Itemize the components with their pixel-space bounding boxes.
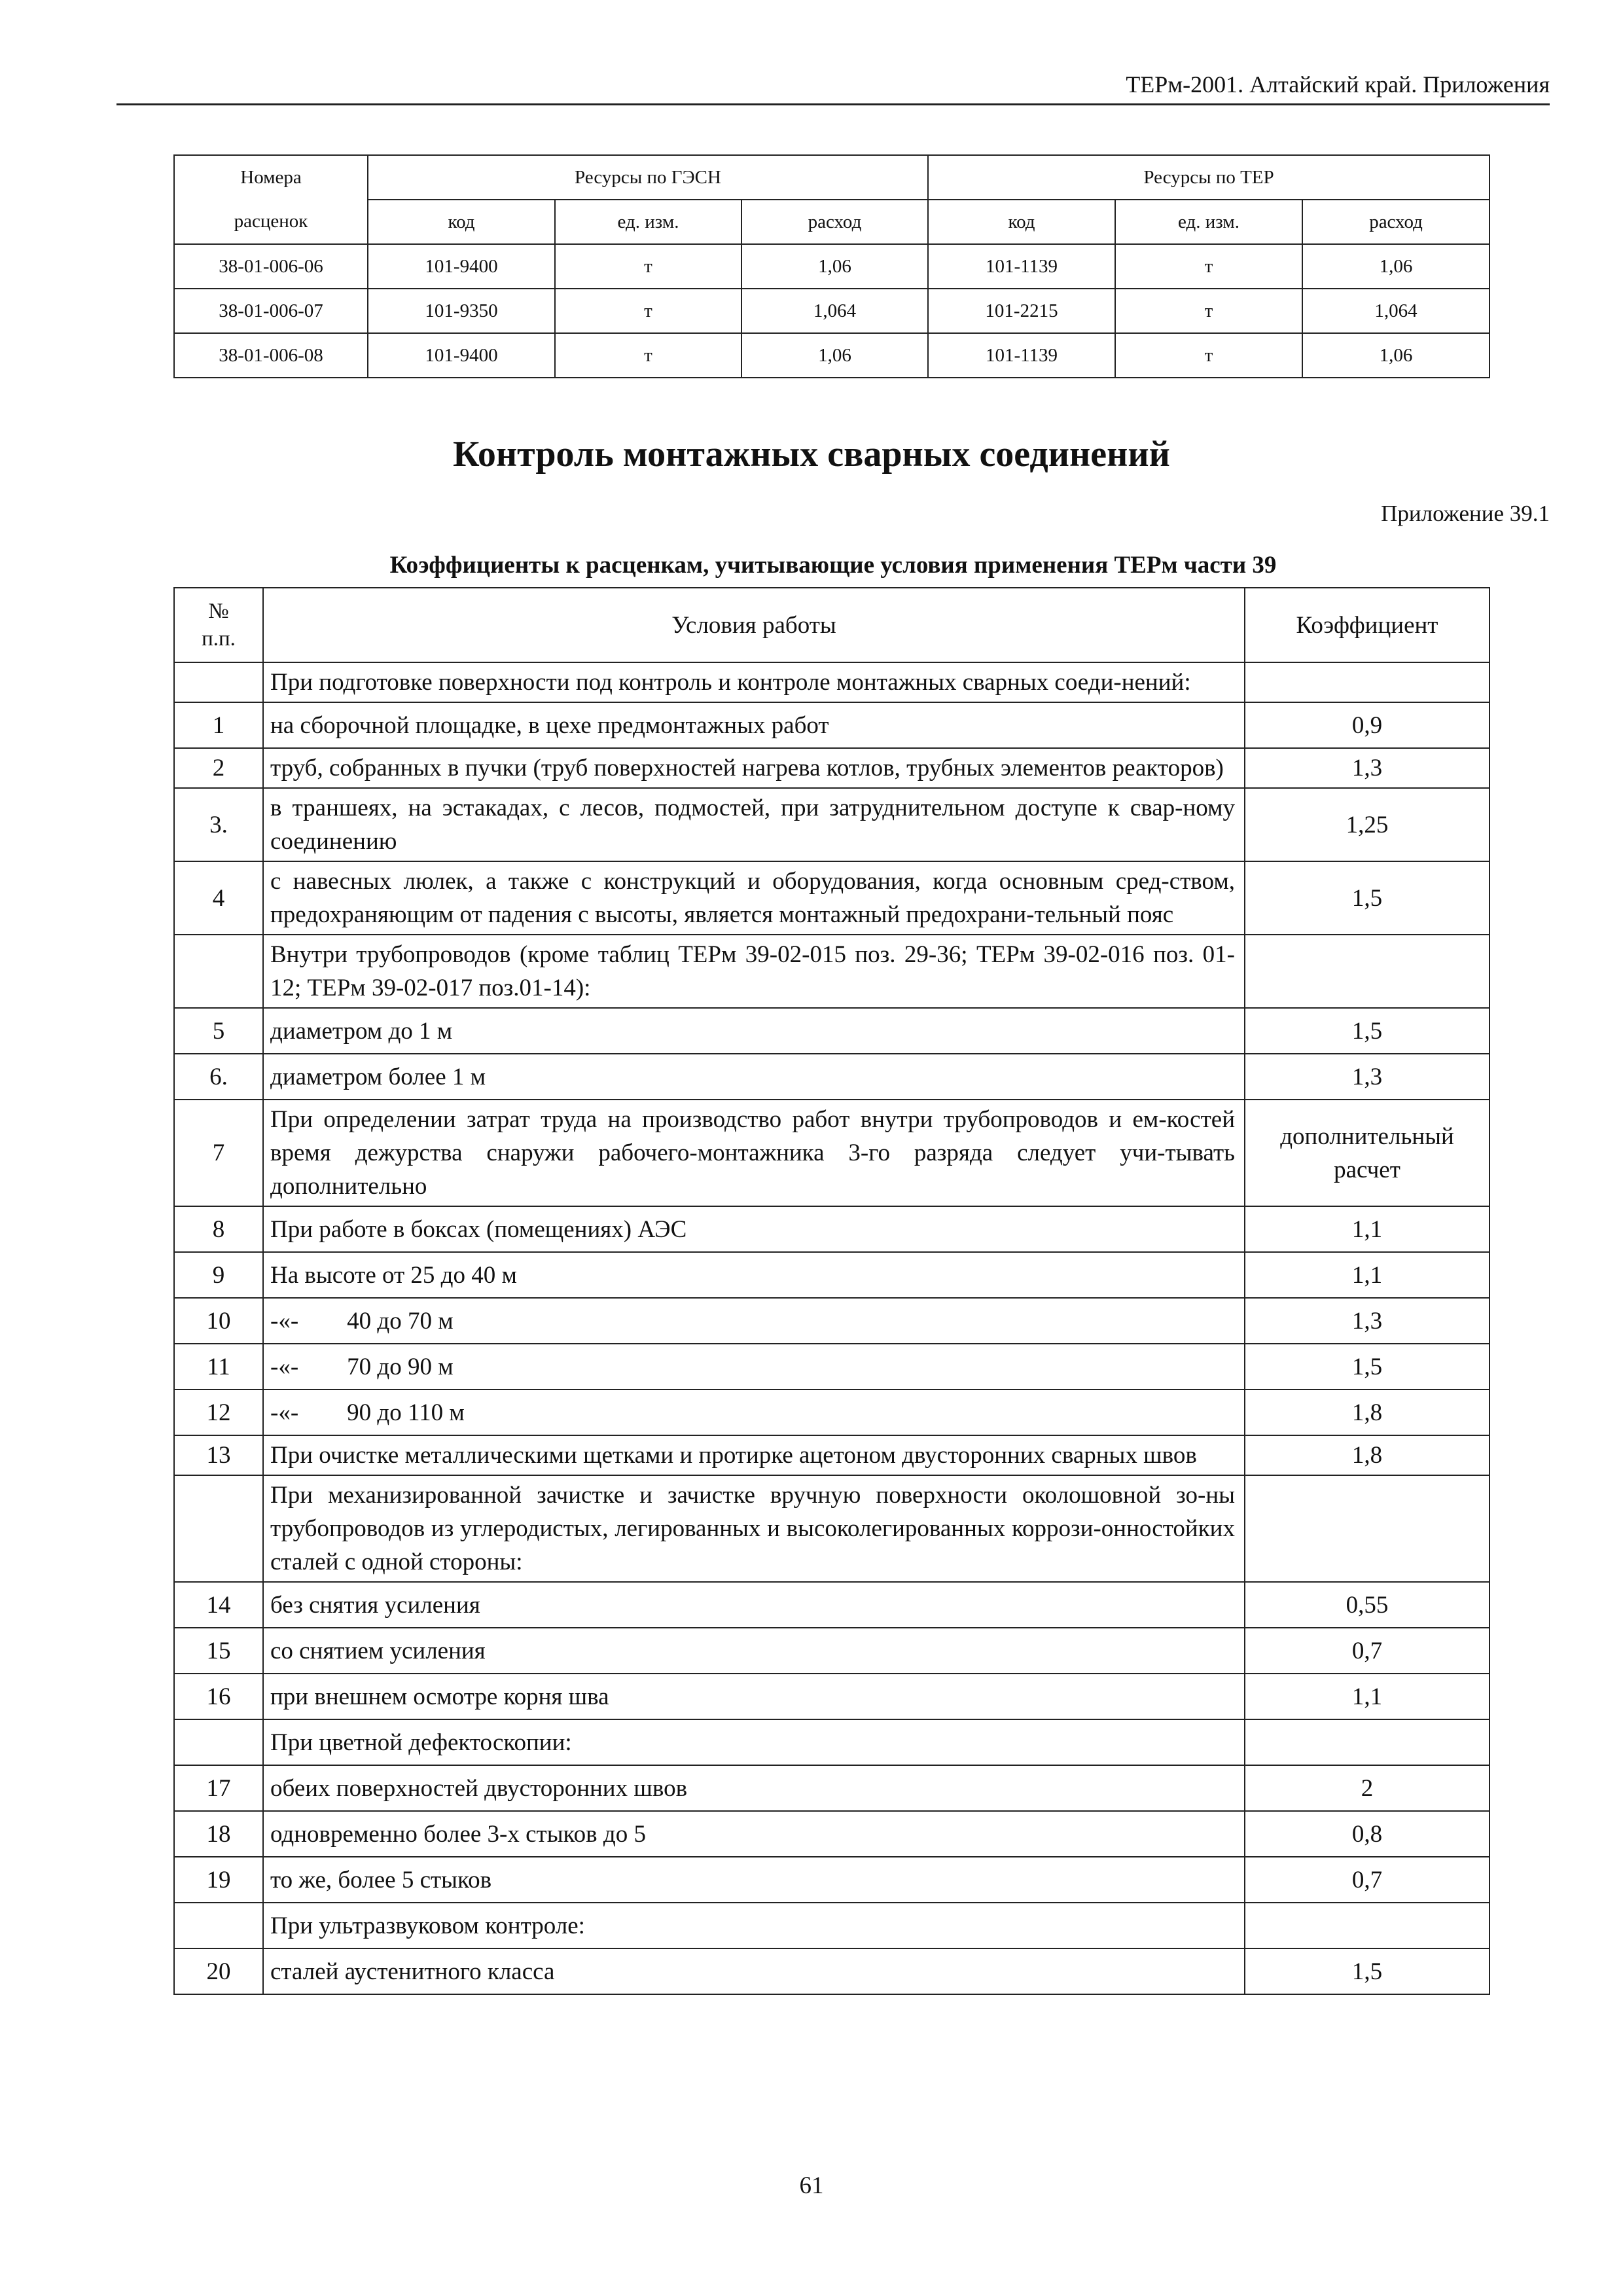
- coefficients-table-row: [174, 1857, 1489, 1903]
- coefficients-table-row: [174, 1765, 1489, 1811]
- row-number: [174, 1719, 263, 1765]
- row-condition: то же, более 5 стыков: [263, 1857, 1245, 1903]
- header-ter: Ресурсы по ТЕР: [928, 155, 1489, 200]
- coefficients-table-row: [174, 1582, 1489, 1628]
- row-condition: При определении затрат труда на производство работ внутри трубопроводов и ем-костей время дежурства снаружи рабочего-монтажника 3-го разряда следует учи-тывать дополнительно: [263, 1100, 1245, 1206]
- header-num-abbr: п.п.: [202, 627, 236, 651]
- coefficients-table-row: [174, 1344, 1489, 1390]
- row-condition: одновременно более 3-х стыков до 5: [263, 1811, 1245, 1857]
- coefficients-table-row: [174, 1435, 1489, 1475]
- row-number: [174, 1903, 263, 1948]
- row-coefficient: 1,1: [1245, 1206, 1489, 1252]
- coefficients-table-row: [174, 935, 1489, 1008]
- coefficients-header-row: [174, 588, 1489, 662]
- row-number: 4: [174, 861, 263, 935]
- coefficients-table-row: [174, 1903, 1489, 1948]
- row-coefficient: 0,7: [1245, 1857, 1489, 1903]
- coefficients-table-row: [174, 1390, 1489, 1435]
- row-coefficient: 2: [1245, 1765, 1489, 1811]
- coefficients-table-row: [174, 1475, 1489, 1582]
- coefficients-table-row: [174, 788, 1489, 861]
- row-number: 14: [174, 1582, 263, 1628]
- row-condition: -«- 40 до 70 м: [263, 1298, 1245, 1344]
- row-condition: обеих поверхностей двусторонних швов: [263, 1765, 1245, 1811]
- coefficients-table-row: [174, 1948, 1489, 1994]
- resources-cell-ter-unit: т: [1115, 333, 1302, 378]
- row-coefficient: 1,1: [1245, 1252, 1489, 1298]
- row-condition: При цветной дефектоскопии:: [263, 1719, 1245, 1765]
- row-coefficient: 1,5: [1245, 861, 1489, 935]
- row-number: 20: [174, 1948, 263, 1994]
- row-coefficient: 0,9: [1245, 702, 1489, 748]
- resources-header-row-2: [174, 200, 1489, 244]
- appendix-label: Приложение 39.1: [1381, 501, 1550, 526]
- row-coefficient: 1,25: [1245, 788, 1489, 861]
- row-coefficient: 1,8: [1245, 1435, 1489, 1475]
- header-gesn: Ресурсы по ГЭСН: [368, 155, 928, 200]
- resources-table-body: [174, 155, 1489, 378]
- section-title: Контроль монтажных сварных соединений: [453, 434, 1170, 475]
- row-number: 3.: [174, 788, 263, 861]
- resources-table: [173, 154, 1490, 378]
- resources-cell-gesn-code: 101-9400: [368, 333, 555, 378]
- row-condition: При работе в боксах (помещениях) АЭС: [263, 1206, 1245, 1252]
- row-condition: -«- 90 до 110 м: [263, 1390, 1245, 1435]
- coefficients-table-row: [174, 1811, 1489, 1857]
- row-condition: При подготовке поверхности под контроль и контроле монтажных сварных соеди-нений:: [263, 662, 1245, 702]
- row-number: [174, 935, 263, 1008]
- coefficients-table-row: [174, 1719, 1489, 1765]
- coefficients-table-row: [174, 861, 1489, 935]
- resources-cell-ter-unit: т: [1115, 244, 1302, 289]
- row-coefficient: [1245, 1719, 1489, 1765]
- header-rule: [116, 103, 1550, 105]
- row-condition: диаметром более 1 м: [263, 1054, 1245, 1100]
- row-condition: сталей аустенитного класса: [263, 1948, 1245, 1994]
- resources-header-row-1: [174, 155, 1489, 200]
- row-coefficient: 1,8: [1245, 1390, 1489, 1435]
- coefficients-table: [173, 587, 1490, 1995]
- row-coefficient: 1,1: [1245, 1674, 1489, 1719]
- row-condition: со снятием усиления: [263, 1628, 1245, 1674]
- row-number: 16: [174, 1674, 263, 1719]
- row-coefficient: [1245, 1475, 1489, 1582]
- resources-cell-ter-code: 101-1139: [928, 333, 1115, 378]
- resources-table-row: [174, 244, 1489, 289]
- resources-cell-gesn-code: 101-9350: [368, 289, 555, 333]
- table-caption: Коэффициенты к расценкам, учитывающие условия применения ТЕРм части 39: [389, 552, 1277, 579]
- header-ter-unit: ед. изм.: [1115, 200, 1302, 244]
- row-number: 19: [174, 1857, 263, 1903]
- row-coefficient: [1245, 935, 1489, 1008]
- coefficients-table-row: [174, 1100, 1489, 1206]
- resources-cell-rate: 38-01-006-06: [174, 244, 368, 289]
- row-condition: Внутри трубопроводов (кроме таблиц ТЕРм 39-02-015 поз. 29-36; ТЕРм 39-02-016 поз. 01-12; ТЕРм 39-02-017 поз.01-14):: [263, 935, 1245, 1008]
- row-condition: с навесных люлек, а также с конструкций и оборудования, когда основным сред-ством, предохраняющим от падения с высоты, является монтажный предохрани-тельный пояс: [263, 861, 1245, 935]
- row-coefficient: [1245, 1903, 1489, 1948]
- resources-cell-ter-code: 101-1139: [928, 244, 1115, 289]
- running-header: ТЕРм-2001. Алтайский край. Приложения: [1126, 71, 1550, 98]
- row-number: 1: [174, 702, 263, 748]
- resources-cell-gesn-unit: т: [555, 244, 741, 289]
- header-gesn-code: код: [368, 200, 555, 244]
- resources-cell-gesn-unit: т: [555, 289, 741, 333]
- row-condition: При механизированной зачистке и зачистке вручную поверхности околошовной зо-ны трубопроводов из углеродистых, легированных и высоколегированных коррози-онностойких сталей с одной стороны:: [263, 1475, 1245, 1582]
- resources-table-row: [174, 289, 1489, 333]
- header-numbers-top: Номера: [174, 155, 368, 200]
- resources-cell-ter-unit: т: [1115, 289, 1302, 333]
- row-condition: труб, собранных в пучки (труб поверхностей нагрева котлов, трубных элементов реакторов): [263, 748, 1245, 788]
- row-number: [174, 1475, 263, 1582]
- row-coefficient: 1,5: [1245, 1008, 1489, 1054]
- row-condition: при внешнем осмотре корня шва: [263, 1674, 1245, 1719]
- header-numbers-bottom: расценок: [174, 200, 368, 244]
- header-coefficient: Коэффициент: [1245, 588, 1489, 662]
- resources-table-row: [174, 333, 1489, 378]
- row-condition: диаметром до 1 м: [263, 1008, 1245, 1054]
- row-number: 8: [174, 1206, 263, 1252]
- row-number: 2: [174, 748, 263, 788]
- row-number: 13: [174, 1435, 263, 1475]
- row-coefficient: [1245, 662, 1489, 702]
- resources-cell-ter-qty: 1,064: [1302, 289, 1489, 333]
- header-conditions: Условия работы: [263, 588, 1245, 662]
- header-num-symbol: №: [208, 600, 229, 623]
- row-condition: без снятия усиления: [263, 1582, 1245, 1628]
- resources-cell-gesn-unit: т: [555, 333, 741, 378]
- row-number: 15: [174, 1628, 263, 1674]
- row-number: 7: [174, 1100, 263, 1206]
- coefficients-table-row: [174, 1674, 1489, 1719]
- coefficients-table-row: [174, 748, 1489, 788]
- row-number: 17: [174, 1765, 263, 1811]
- row-coefficient: 1,3: [1245, 1298, 1489, 1344]
- row-condition: При очистке металлическими щетками и протирке ацетоном двусторонних сварных швов: [263, 1435, 1245, 1475]
- coefficients-table-row: [174, 1206, 1489, 1252]
- row-condition: При ультразвуковом контроле:: [263, 1903, 1245, 1948]
- row-number: [174, 662, 263, 702]
- header-ter-qty: расход: [1302, 200, 1489, 244]
- coefficients-table-row: [174, 1008, 1489, 1054]
- coefficients-table-row: [174, 1298, 1489, 1344]
- coefficients-table-row: [174, 702, 1489, 748]
- row-condition: -«- 70 до 90 м: [263, 1344, 1245, 1390]
- row-coefficient: 1,3: [1245, 748, 1489, 788]
- row-number: 18: [174, 1811, 263, 1857]
- row-number: 10: [174, 1298, 263, 1344]
- row-condition: на сборочной площадке, в цехе предмонтажных работ: [263, 702, 1245, 748]
- header-ter-code: код: [928, 200, 1115, 244]
- row-condition: На высоте от 25 до 40 м: [263, 1252, 1245, 1298]
- resources-cell-gesn-qty: 1,06: [741, 333, 928, 378]
- row-number: 12: [174, 1390, 263, 1435]
- resources-cell-gesn-code: 101-9400: [368, 244, 555, 289]
- resources-cell-rate: 38-01-006-08: [174, 333, 368, 378]
- coefficients-table-row: [174, 1054, 1489, 1100]
- row-coefficient: 0,55: [1245, 1582, 1489, 1628]
- row-condition: в траншеях, на эстакадах, с лесов, подмостей, при затруднительном доступе к свар-ному соединению: [263, 788, 1245, 861]
- resources-cell-ter-qty: 1,06: [1302, 244, 1489, 289]
- row-number: 6.: [174, 1054, 263, 1100]
- resources-cell-gesn-qty: 1,064: [741, 289, 928, 333]
- coefficients-table-row: [174, 1628, 1489, 1674]
- resources-cell-rate: 38-01-006-07: [174, 289, 368, 333]
- row-number: 9: [174, 1252, 263, 1298]
- header-gesn-unit: ед. изм.: [555, 200, 741, 244]
- resources-cell-ter-code: 101-2215: [928, 289, 1115, 333]
- row-coefficient: 0,7: [1245, 1628, 1489, 1674]
- header-num-cell: [174, 588, 263, 662]
- row-coefficient: 1,5: [1245, 1344, 1489, 1390]
- row-number: 11: [174, 1344, 263, 1390]
- resources-cell-ter-qty: 1,06: [1302, 333, 1489, 378]
- row-coefficient: 0,8: [1245, 1811, 1489, 1857]
- page-number: 61: [799, 2172, 824, 2199]
- coefficients-table-body: [174, 662, 1489, 1994]
- resources-cell-gesn-qty: 1,06: [741, 244, 928, 289]
- row-coefficient: дополнительный расчет: [1245, 1100, 1489, 1206]
- row-number: 5: [174, 1008, 263, 1054]
- coefficients-table-row: [174, 662, 1489, 702]
- coefficients-table-row: [174, 1252, 1489, 1298]
- row-coefficient: 1,5: [1245, 1948, 1489, 1994]
- header-gesn-qty: расход: [741, 200, 928, 244]
- row-coefficient: 1,3: [1245, 1054, 1489, 1100]
